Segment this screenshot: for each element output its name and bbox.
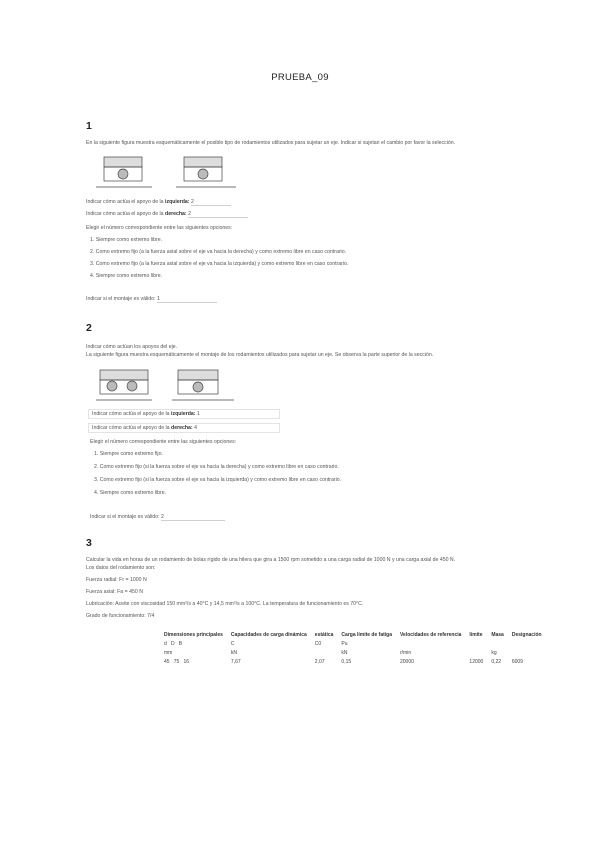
table-header: Velocidades de referencia [400,631,462,638]
q1-montaje-label: Indicar si el montaje es válido: [86,296,156,302]
q1-montaje-field[interactable] [157,296,217,303]
q1-right-bold: derecha: [165,211,187,217]
table-unit: mm [164,649,173,656]
q1-right-field[interactable] [188,211,248,218]
q1-left-bold: izquierda: [165,199,190,205]
q1-left-field[interactable] [191,199,231,206]
q3-line-4: Grado de funcionamiento: 7/4 [86,613,155,619]
table-header: Dimensiones principales [164,631,223,638]
q2-montaje-row [90,514,225,521]
table-unit: r/min [400,649,412,656]
table-cell: 12000 [469,658,484,665]
q1-option-4: 4. Siempre como extremo libre. [90,273,163,279]
q1-left-label: Indicar cómo actúa el apoyo de la [86,199,164,205]
q1-option-2: 2. Como extremo fijo (a la fuerza axial sobre el eje va hacia la derecha) y como extremo libre en caso contrario. [90,249,347,255]
q1-right-label: Indicar cómo actúa el apoyo de la [86,211,164,217]
q3-line-1: Fuerza radial: Fr = 1000 N [86,577,147,583]
table-units-row [160,648,546,657]
table-header: estática [314,631,334,638]
q2-montaje-label: Indicar si el montaje es válido: [90,514,160,520]
table-subheader: d D B [164,640,183,647]
q2-option-4: 4. Siempre como extremo libre. [94,490,167,496]
page-title: PRUEBA_09 [271,72,329,83]
q2-left-row [92,411,200,417]
table-header: límite [469,631,483,638]
q1-right-row [86,211,248,218]
q1-choose: Elegir el número correspondiente entre las siguientes opciones: [86,225,233,231]
q1-left-value: 2 [190,199,194,205]
q1-option-3: 3. Como extremo fijo (a la fuerza axial sobre el eje va hacia la izquierda) y como extremo libre en caso contrario. [90,261,349,267]
q1-left-row [86,199,231,206]
table-header: Carga límite de fatiga [341,631,392,638]
q2-right-label: Indicar cómo actúa el apoyo de la [92,425,170,431]
q3-intro-2: Los datos del rodamiento son: [86,565,156,571]
q2-option-1: 1. Siempre como extremo fijo. [94,451,163,457]
bearing-spec-table [160,630,546,666]
table-cell: 6009 [511,658,523,665]
q2-left-value: 1 [196,411,200,417]
table-header: Capacidades de carga dinámica [230,631,307,638]
q1-intro: En la siguiente figura muestra esquemáticamente el posible tipo de rodamientos utilizados para sujetar un eje. Indicar si sujetan el cambio por favor la selección. [86,140,456,146]
table-row [160,657,546,666]
question-2-number: 2 [86,322,92,334]
q2-right-bold: derecha: [171,425,193,431]
table-subheader: Pu [341,640,348,647]
table-cell: 45 75 16 [164,658,190,665]
table-subheader-row [160,639,546,648]
q3-intro-1: Calcular la vida en horas de un rodamiento de bolas rígido de una hilera que gira a 1500 rpm sometido a una carga radial de 1000 N y una carga axial de 450 N. [86,557,456,563]
q1-right-value: 2 [188,211,191,217]
table-subheader: C [230,640,235,647]
q2-left-bold: izquierda: [171,411,196,417]
q2-montaje-value: 2 [160,514,164,520]
question-1-number: 1 [86,120,92,132]
q2-option-3: 3. Como extremo fijo (si la fuerza sobre el eje va hacia la izquierda) y como extremo libre en caso contrario. [94,477,342,483]
table-header: Masa [491,631,504,638]
q2-montaje-field[interactable] [161,514,225,521]
table-unit: kN [230,649,238,656]
q1-montaje-value: 1 [156,296,160,302]
q3-line-2: Fuerza axial: Fa = 450 N [86,589,143,595]
table-cell: 2,07 [314,658,325,665]
table-unit: kN [341,649,348,656]
table-cell: 0,15 [341,658,352,665]
question-3-number: 3 [86,537,92,549]
q2-option-2: 2. Como extremo fijo (si la fuerza sobre el eje va hacia la derecha) y como extremo libre en caso contrario. [94,464,339,470]
table-unit: kg [491,649,497,656]
table-cell: 0,22 [491,658,502,665]
q2-intro-1: Indicar cómo actúan los apoyos del eje. [86,344,178,350]
table-header-row [160,630,546,639]
table-cell: 7,67 [230,658,241,665]
q2-intro-2: La siguiente figura muestra esquemáticamente el montaje de los rodamientos utilizados para sujetar un eje. Se observa la parte superior de la sección. [86,352,434,358]
table-subheader: C0 [314,640,322,647]
q2-left-label: Indicar cómo actúa el apoyo de la [92,411,170,417]
q1-bearing-figure [96,151,244,193]
table-cell: 20000 [400,658,414,665]
q3-line-3: Lubricación: Aceite con viscosidad 150 mm²/s a 40°C y 14,5 mm²/s a 100°C. La temperatura de funcionamiento es 70°C. [86,601,364,607]
table-header: Designación [511,631,542,638]
q2-right-value: 4 [194,425,197,431]
q1-montaje-row [86,296,217,303]
q1-option-1: 1. Siempre como extremo libre. [90,237,163,243]
q2-choose: Elegir el número correspondiente entre las siguientes opciones: [90,439,237,445]
q2-bearing-figure [96,366,244,408]
q2-right-row [92,425,197,431]
